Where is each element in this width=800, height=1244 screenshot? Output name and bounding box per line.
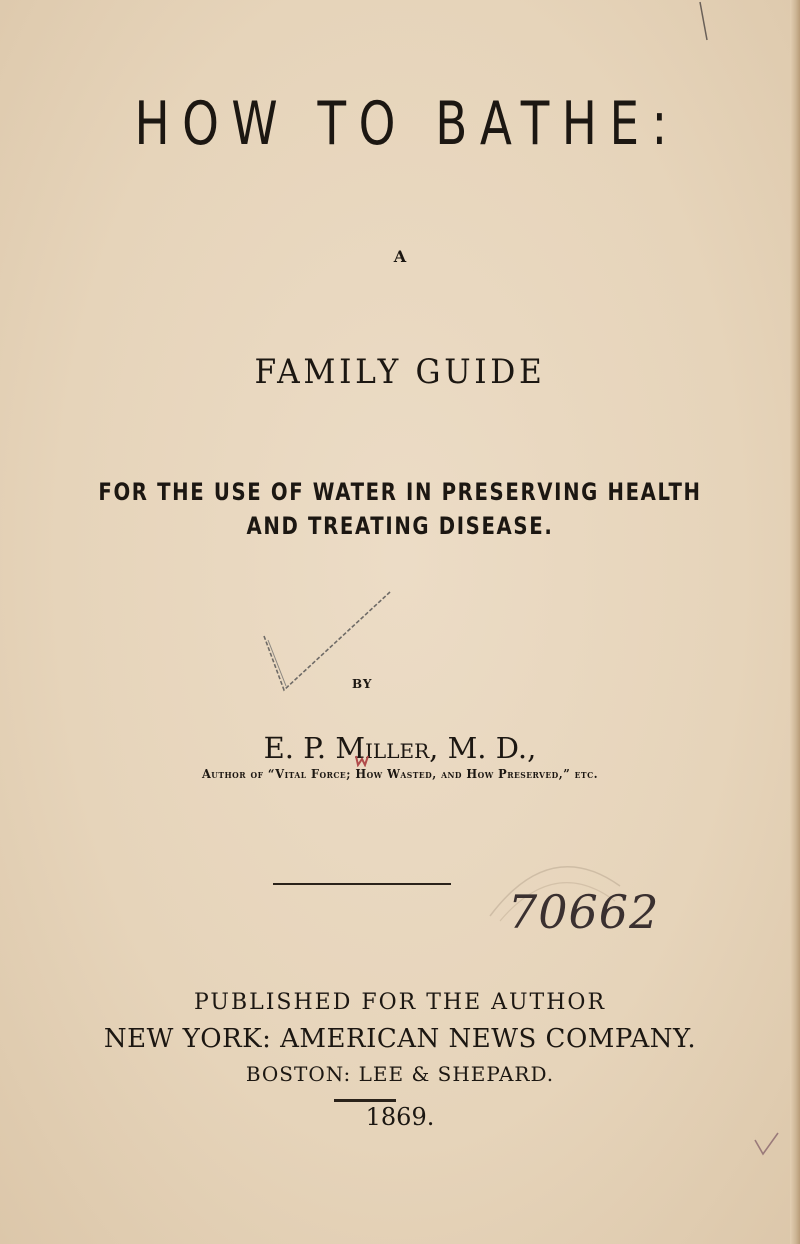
family-guide-heading: FAMILY GUIDE [254,352,546,392]
publisher-line-1: PUBLISHED FOR THE AUTHOR [193,990,607,1015]
book-title: HOW TO BATHE: [134,89,680,159]
author-works: Author of “Vital Force; How Wasted, and How Preserved,” etc. [201,767,599,781]
pencil-stroke-mark [695,0,715,50]
pencil-check-mark-icon [262,588,392,698]
subtitle-line-1: FOR THE USE OF WATER IN PRESERVING HEALTH [98,478,702,506]
pencil-check-mark-small-icon [752,1130,782,1158]
divider-rule [273,883,451,885]
publisher-line-2: NEW YORK: AMERICAN NEWS COMPANY. [103,1024,697,1054]
handwritten-accession-number: 70662 [508,885,660,939]
subtitle-line-2: AND TREATING DISEASE. [246,512,554,540]
author-name: E. P. Miller, M. D., [263,731,537,765]
publication-year: 1869. [365,1103,435,1131]
by-label: BY [352,677,373,691]
publisher-line-3: BOSTON: LEE & SHEPARD. [245,1062,555,1086]
page-edge [790,0,800,1244]
red-ink-mark [354,753,370,767]
year-rule [334,1099,396,1102]
article-a: A [393,247,407,266]
